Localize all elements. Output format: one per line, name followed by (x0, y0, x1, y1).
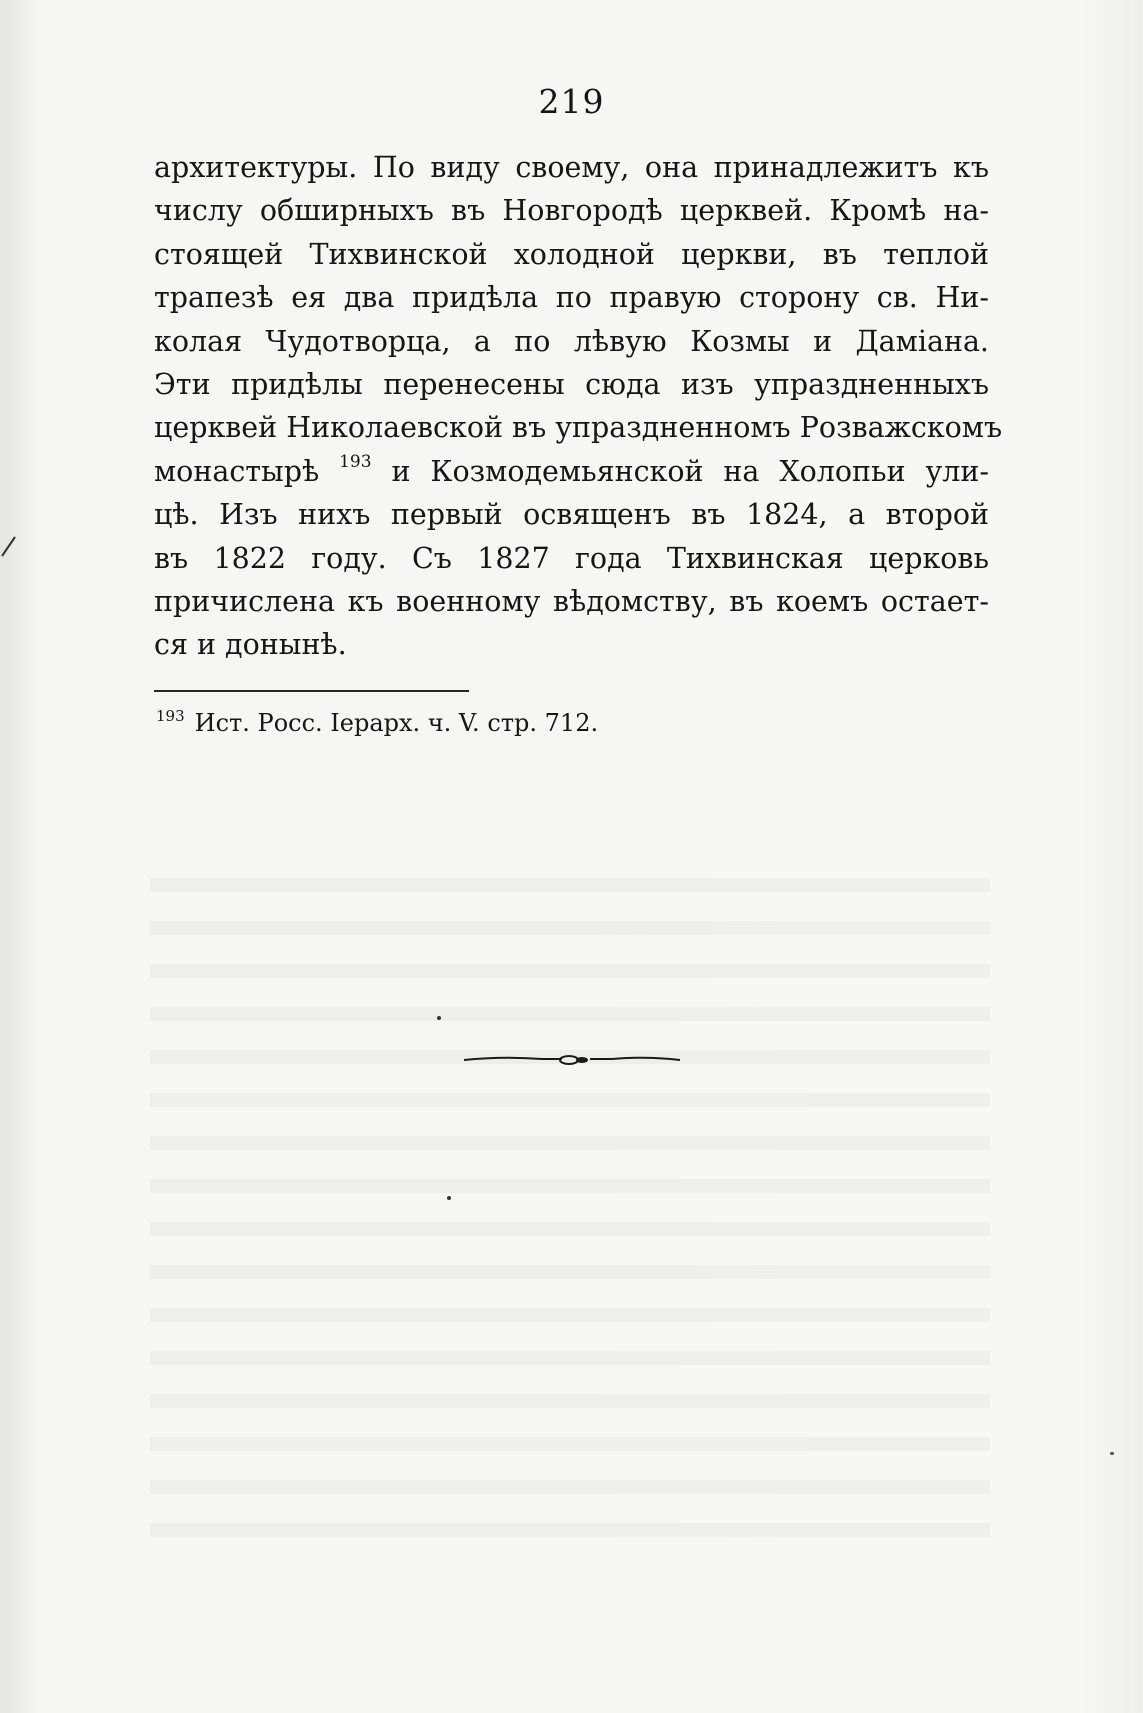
body-text (154, 146, 1003, 667)
speck-icon (1110, 1452, 1114, 1455)
margin-mark-icon (0, 534, 18, 558)
bleed-through-text (150, 860, 990, 1560)
footnote (156, 706, 598, 740)
speck-icon (437, 1016, 441, 1020)
text-line: стоящей Тихвинской холодной церкви, въ теплой (154, 237, 989, 271)
text-line: числу обширныхъ въ Новгородѣ церквей. Кромѣ на- (154, 194, 989, 228)
text-line: церквей Николаевской въ упраздненномъ Розважскомъ (154, 411, 1003, 445)
text-line: архитектуры. По виду своему, она принадлежитъ къ (154, 151, 989, 184)
text-line: въ 1822 году. Съ 1827 года Тихвинская церковь (154, 541, 989, 575)
footnote-rule (154, 690, 469, 692)
ornament-divider-icon (462, 1050, 682, 1070)
text-line: колая Чудотворца, а по лѣвую Козмы и Даміана. (154, 324, 989, 358)
page-number: 219 (538, 82, 605, 121)
footnote-number: 193 (156, 707, 185, 725)
text-line: трапезѣ ея два придѣла по правую сторону св. Ни- (154, 281, 989, 315)
text-line: причислена къ военному вѣдомству, въ коемъ остает- (154, 584, 989, 618)
text-line: цѣ. Изъ нихъ первый освященъ въ 1824, а второй (154, 498, 989, 532)
footnote-reference[interactable]: 193 (339, 451, 372, 472)
text-line: ся и донынѣ. (154, 628, 347, 662)
footnote-text: Ист. Росс. Іерарх. ч. V. стр. 712. (194, 709, 599, 737)
text-line: монастырѣ $^{193}$ и Козмодемьянской на Холопьи ули- (154, 451, 989, 488)
speck-icon (447, 1196, 451, 1200)
text-line: Эти придѣлы перенесены сюда изъ упраздненныхъ (154, 367, 989, 401)
